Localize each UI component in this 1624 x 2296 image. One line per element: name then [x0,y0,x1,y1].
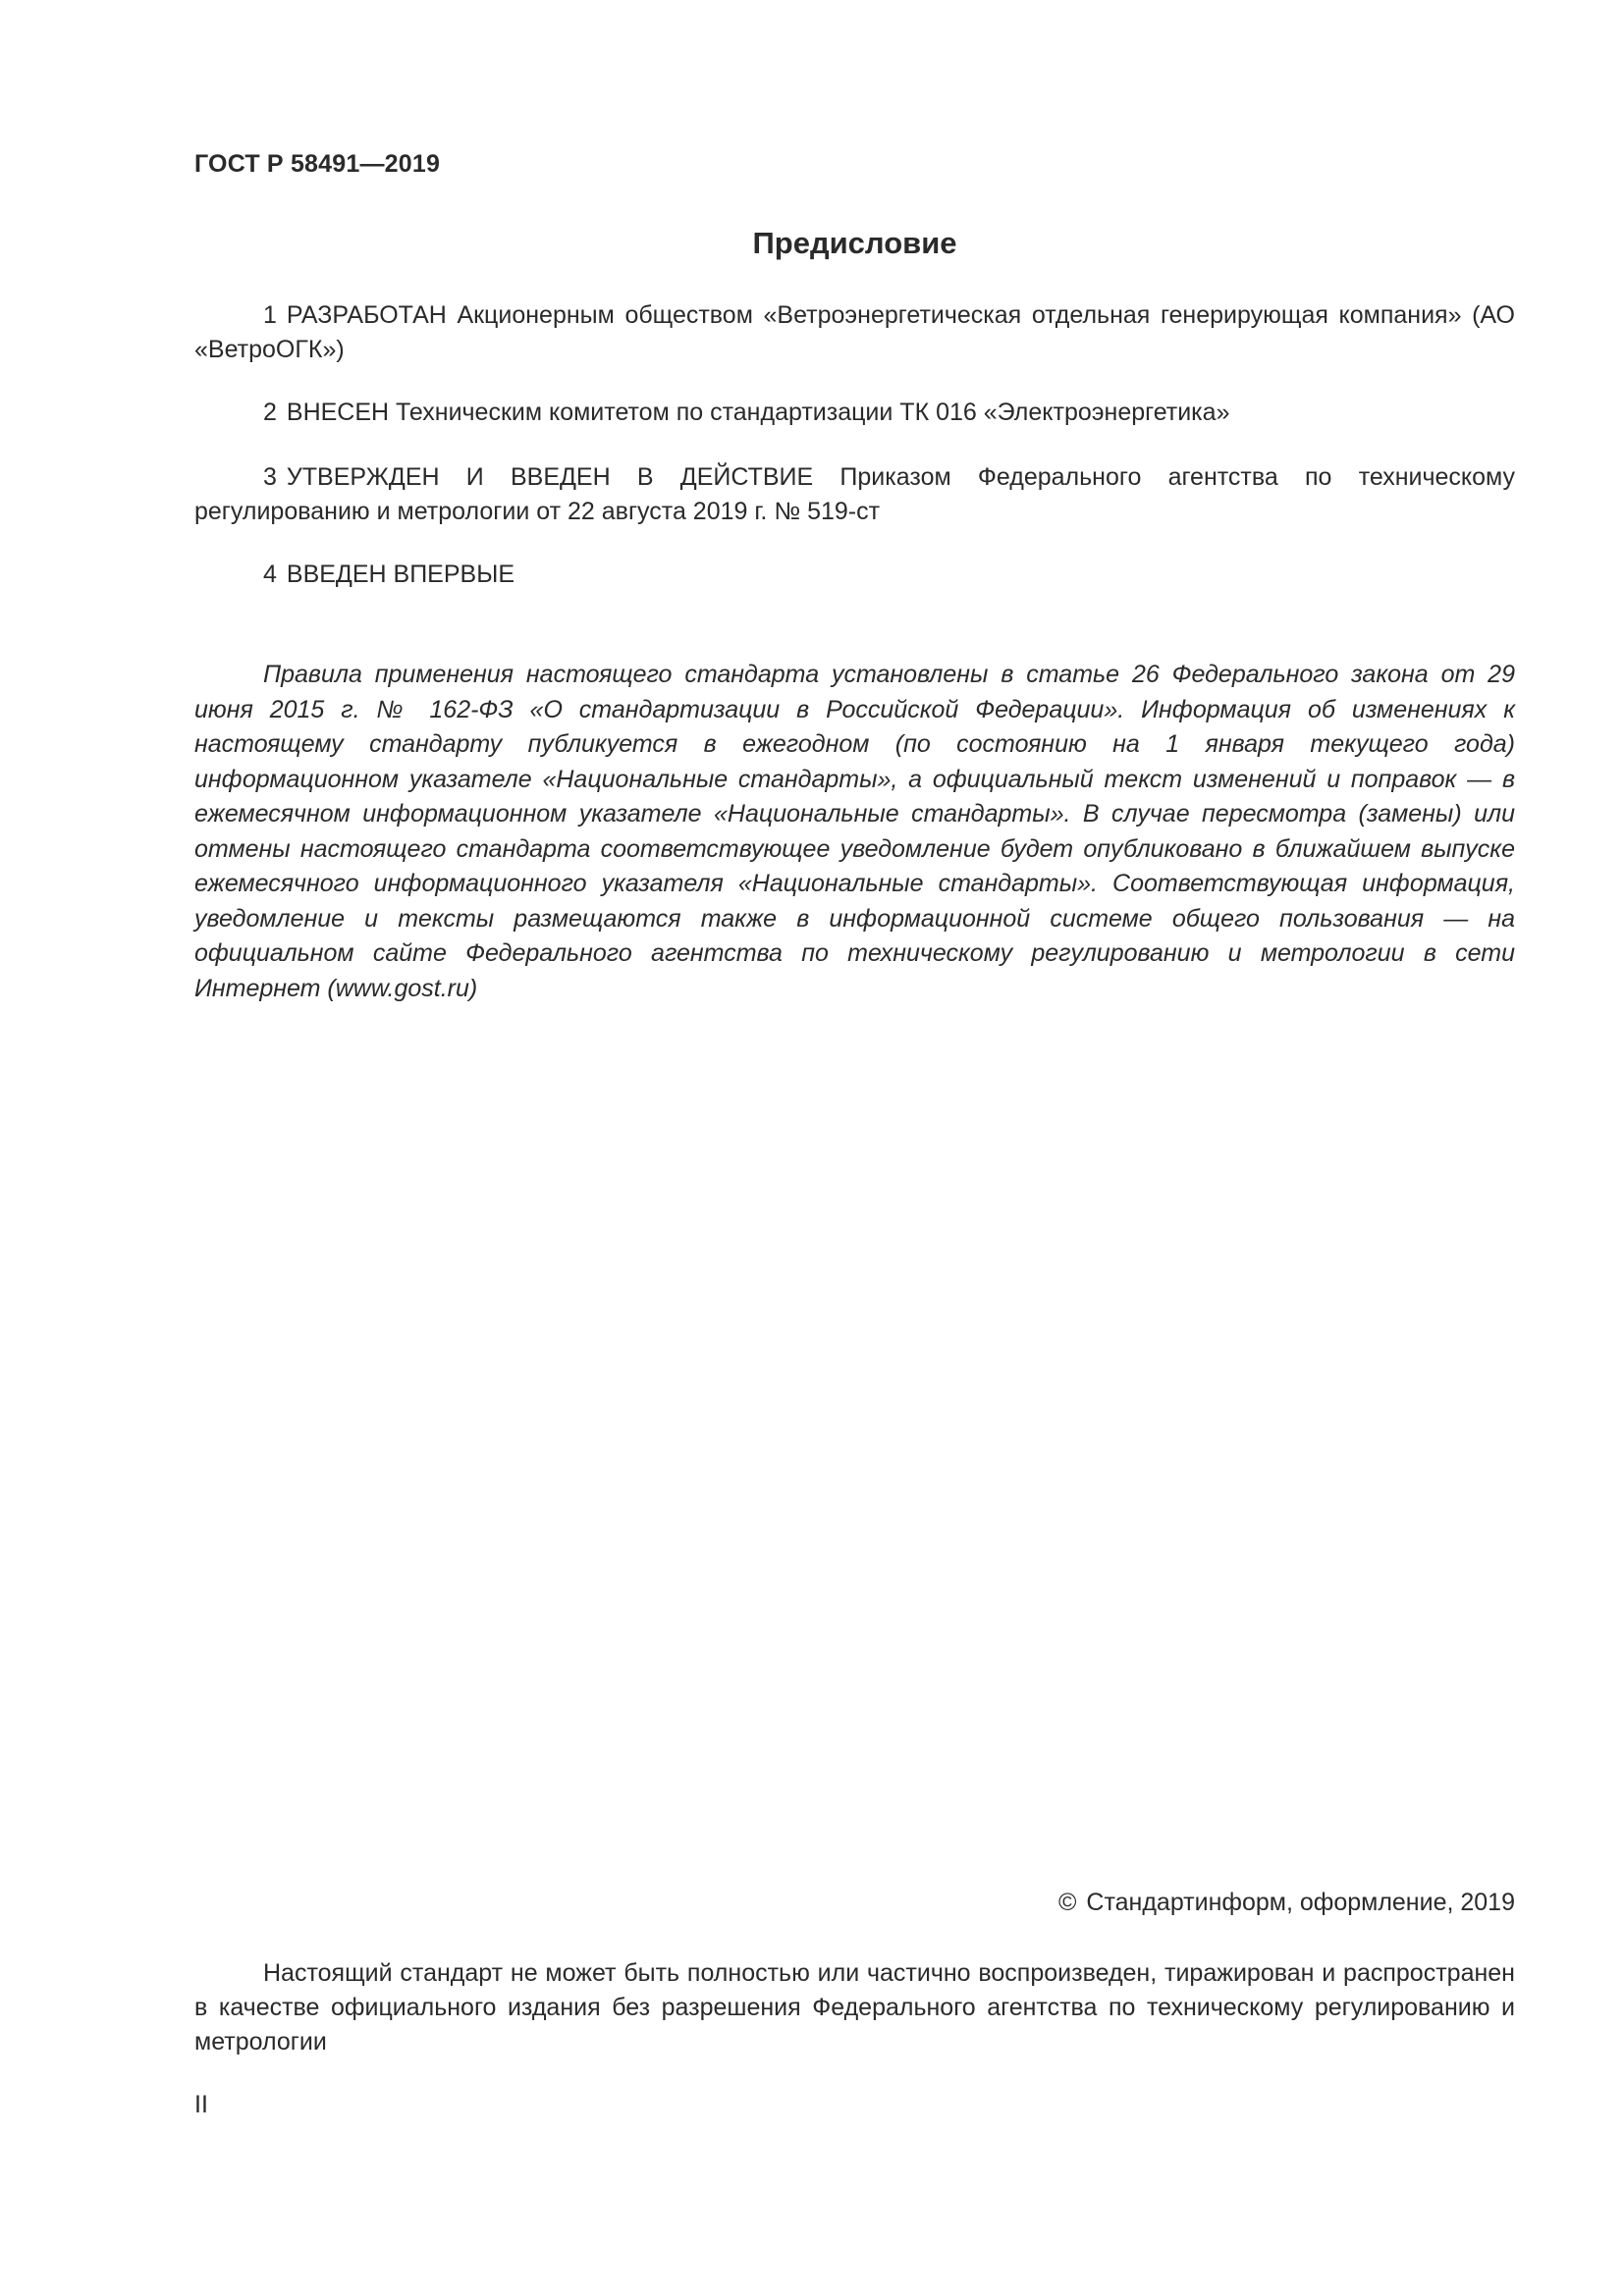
reproduction-notice: Настоящий стандарт не может быть полностью или частично воспроизведен, тиражирован и распространен в качестве официального издания без разрешения Федерального агентства по техническому регулированию и метрологии [194,1959,1515,2056]
item-text: Акционерным обществом «Ветроэнергетическая отдельная генерирующая компания» (АО «ВетроОГК») [194,301,1515,363]
item-lead: УТВЕРЖДЕН И ВВЕДЕН В ДЕЙСТВИЕ [286,463,814,491]
foreword-item-3 [194,460,1515,529]
copyright-symbol: © [1057,1889,1077,1916]
document-code: ГОСТ Р 58491—2019 [194,150,441,178]
copyright-line [1058,1889,1515,1917]
section-heading: Предисловие [752,226,957,260]
item-lead: РАЗРАБОТАН [286,301,447,329]
item-text: Техническим комитетом по стандартизации ТК 016 «Электроэнергетика» [389,399,1230,426]
application-rules-paragraph: Правила применения настоящего стандарта установлены в статье 26 Федерального закона от 29 июня 2015 г. № 162-ФЗ «О стандартизации в Российской Федерации». Информация об изменениях к настоящему стандарту публикуется в ежегодном (по состоянию на 1 января текущего года) информационном указателе «Национальные стандарты», а официальный текст изменений и поправок — в ежемесячном информационном указателе «Национальные стандарты». В случае пересмотра (замены) или отмены настоящего стандарта соответствующее уведомление будет опубликовано в ближайшем выпуске ежемесячного информационного указателя «Национальные стандарты». Соответствующая информация, уведомление и тексты размещаются также в информационной системе общего пользования — на официальном сайте Федерального агентства по техническому регулированию и метрологии в сети Интернет (www.gost.ru) [194,661,1515,1002]
item-lead: ВВЕДЕН ВПЕРВЫЕ [286,561,515,588]
copyright-text: Стандартинформ, оформление, 2019 [1086,1889,1515,1916]
item-text: Приказом Федерального агентства по техническому регулированию и метрологии от 22 августа 2019 г. № 519-ст [194,463,1516,525]
item-number: 2 [263,399,277,426]
foreword-item-1 [194,298,1515,367]
item-lead: ВНЕСЕН [286,399,390,426]
item-number: 1 [263,301,277,329]
item-number: 3 [263,463,277,491]
page-number: II [194,2091,208,2118]
item-number: 4 [263,561,277,588]
foreword-item-4 [194,558,1515,592]
foreword-item-2 [194,396,1515,430]
